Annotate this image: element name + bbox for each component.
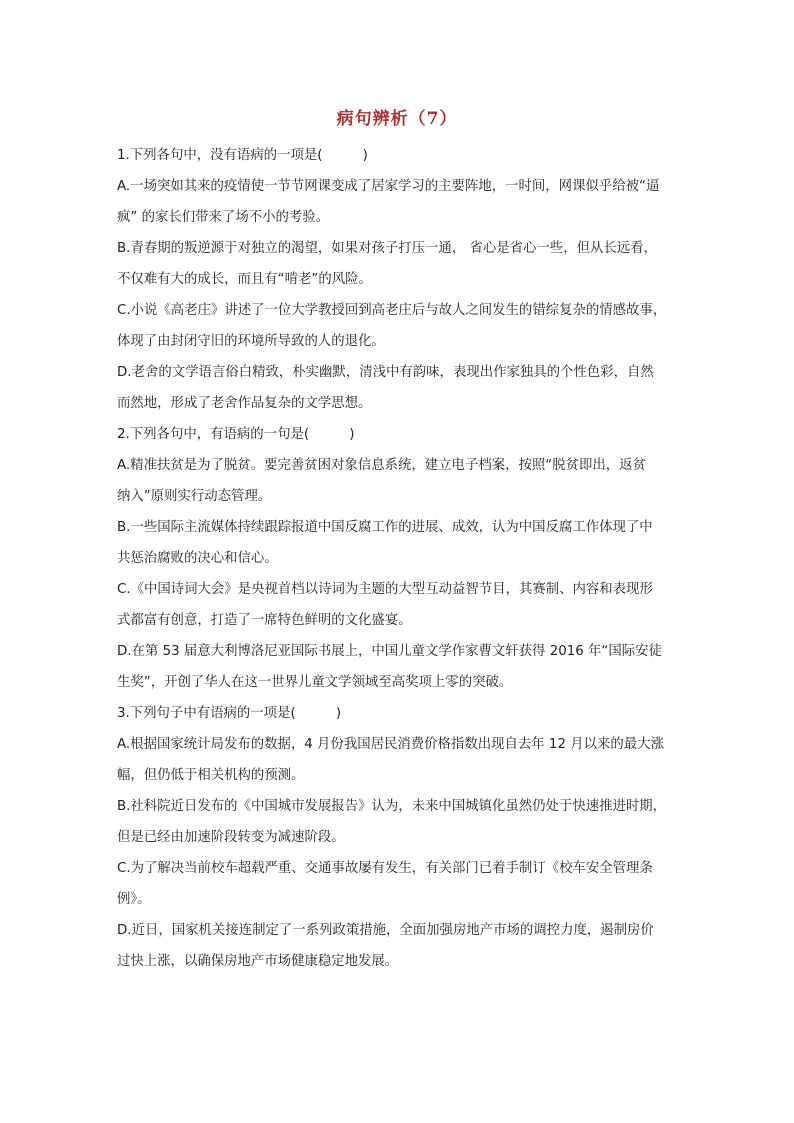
option-1a-line-1: A.一场突如其来的疫情使一节节网课变成了居家学习的主要阵地，一时间，网课似乎给被“逼 <box>117 179 660 194</box>
option-1b-line-1: B.青春期的叛逆源于对独立的渴望，如果对孩子打压一通， 省心是省心一些，但从长远看， <box>117 241 657 256</box>
option-1b-line-2: 不仅难有大的成长，而且有“啃老”的风险。 <box>117 272 372 287</box>
option-1a-line-2: 疯” 的家长们带来了场不小的考验。 <box>117 210 330 225</box>
option-3b-line-1: B.社科院近日发布的《中国城市发展报告》认为，未来中国城镇化虽然仍处于快速推进时期， <box>117 799 667 814</box>
option-2b-line-2: 共惩治腐败的决心和信心。 <box>117 551 278 566</box>
option-2d-line-1: D.在第 53 届意大利博洛尼亚国际书展上，中国儿童文学作家曹文轩获得 2016 年“国际安徒 <box>117 644 662 659</box>
question-list <box>117 140 677 977</box>
option-2a-line-1: A.精准扶贫是为了脱贫。要完善贫困对象信息系统，建立电子档案，按照“脱贫即出，返贫 <box>117 458 646 473</box>
option-1d-line-1: D.老舍的文学语言俗白精致，朴实幽默，清浅中有韵味，表现出作家独具的个性色彩，自然 <box>117 365 654 380</box>
option-3c-line-1: C.为了解决当前校车超载严重、交通事故屡有发生，有关部门已着手制订《校车安全管理条 <box>117 861 653 876</box>
option-3d-line-1: D.近日，国家机关接连制定了一系列政策措施，全面加强房地产市场的调控力度，遏制房价 <box>117 923 654 938</box>
option-2c-line-2: 式都富有创意，打造了一席特色鲜明的文化盛宴。 <box>117 613 412 628</box>
question-stem-1: 1.下列各句中，没有语病的一项是( ) <box>117 148 368 163</box>
option-3b-line-2: 但是已经由加速阶段转变为减速阶段。 <box>117 830 345 845</box>
option-2b-line-1: B.一些国际主流媒体持续跟踪报道中国反腐工作的进展、成效，认为中国反腐工作体现了中 <box>117 520 653 535</box>
option-3a-line-1: A.根据国家统计局发布的数据，4 月份我国居民消费价格指数出现自去年 12 月以来的最大涨 <box>117 737 664 752</box>
option-2a-line-2: 纳入”原则实行动态管理。 <box>117 489 272 504</box>
option-1c-line-1: C.小说《高老庄》讲述了一位大学教授回到高老庄后与故人之间发生的错综复杂的情感故事， <box>117 303 667 318</box>
question-stem-2: 2.下列各句中，有语病的一句是( ) <box>117 427 355 442</box>
option-1c-line-2: 体现了由封闭守旧的环境所导致的人的退化。 <box>117 334 385 349</box>
option-3c-line-2: 例》。 <box>117 892 151 907</box>
option-2c-line-1: C.《中国诗词大会》是央视首档以诗词为主题的大型互动益智节目，其赛制、内容和表现形 <box>117 582 653 597</box>
question-stem-3: 3.下列句子中有语病的一项是( ) <box>117 706 342 721</box>
option-1d-line-2: 而然地，形成了老舍作品复杂的文学思想。 <box>117 396 372 411</box>
option-3d-line-2: 过快上涨，以确保房地产市场健康稳定地发展。 <box>117 954 399 969</box>
option-2d-line-2: 生奖”，开创了华人在这一世界儿童文学领域至高奖项上零的突破。 <box>117 675 513 690</box>
page-title: 病句辨析（7） <box>336 109 458 129</box>
option-3a-line-2: 幅，但仍低于相关机构的预测。 <box>117 768 305 783</box>
